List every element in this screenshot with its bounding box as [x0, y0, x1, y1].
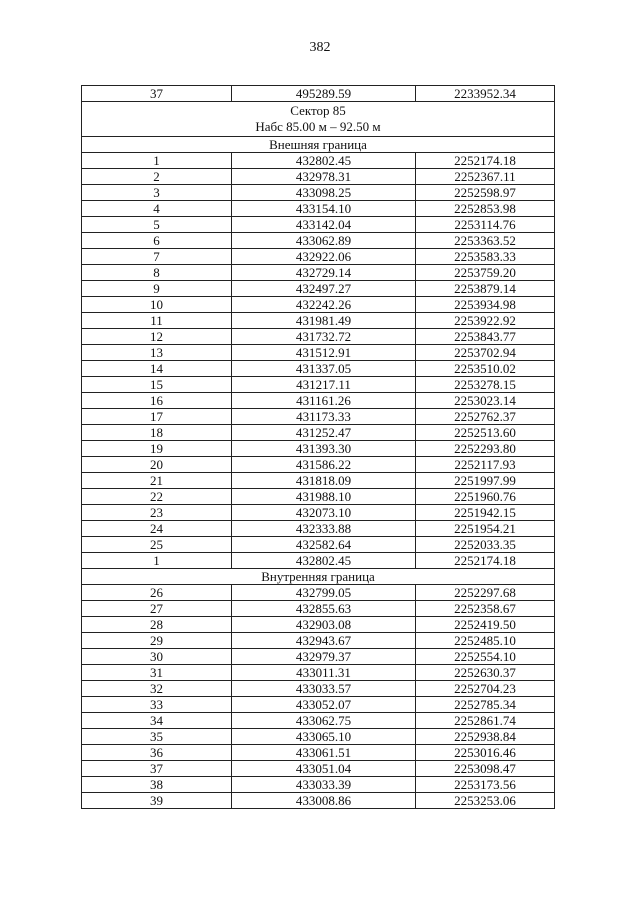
x-coordinate: 431586.22 — [232, 457, 416, 473]
point-number: 19 — [82, 441, 232, 457]
x-coordinate: 432729.14 — [232, 265, 416, 281]
outer-boundary-header-row — [82, 137, 555, 153]
y-coordinate: 2252938.84 — [416, 729, 555, 745]
x-coordinate: 432802.45 — [232, 153, 416, 169]
point-number: 7 — [82, 249, 232, 265]
y-coordinate: 2252174.18 — [416, 553, 555, 569]
table-row — [82, 361, 555, 377]
table-row — [82, 521, 555, 537]
point-number: 36 — [82, 745, 232, 761]
y-coordinate: 2253702.94 — [416, 345, 555, 361]
x-coordinate: 433098.25 — [232, 185, 416, 201]
x-coordinate: 432497.27 — [232, 281, 416, 297]
y-coordinate: 2251954.21 — [416, 521, 555, 537]
y-coordinate: 2233952.34 — [416, 86, 555, 102]
table-row — [82, 377, 555, 393]
x-coordinate: 431981.49 — [232, 313, 416, 329]
y-coordinate: 2251942.15 — [416, 505, 555, 521]
x-coordinate: 433033.39 — [232, 777, 416, 793]
x-coordinate: 433051.04 — [232, 761, 416, 777]
point-number: 39 — [82, 793, 232, 809]
point-number: 26 — [82, 585, 232, 601]
table-row — [82, 265, 555, 281]
table-row — [82, 329, 555, 345]
table-row — [82, 665, 555, 681]
y-coordinate: 2253843.77 — [416, 329, 555, 345]
table-row — [82, 185, 555, 201]
point-number: 13 — [82, 345, 232, 361]
point-number: 24 — [82, 521, 232, 537]
x-coordinate: 431161.26 — [232, 393, 416, 409]
outer-boundary-label: Внешняя граница — [82, 137, 555, 153]
point-number: 30 — [82, 649, 232, 665]
x-coordinate: 432242.26 — [232, 297, 416, 313]
x-coordinate: 432333.88 — [232, 521, 416, 537]
y-coordinate: 2253098.47 — [416, 761, 555, 777]
x-coordinate: 431337.05 — [232, 361, 416, 377]
point-number: 34 — [82, 713, 232, 729]
table-row — [82, 393, 555, 409]
point-number: 18 — [82, 425, 232, 441]
y-coordinate: 2252419.50 — [416, 617, 555, 633]
x-coordinate: 431393.30 — [232, 441, 416, 457]
point-number: 35 — [82, 729, 232, 745]
y-coordinate: 2253363.52 — [416, 233, 555, 249]
x-coordinate: 432943.67 — [232, 633, 416, 649]
x-coordinate: 432979.37 — [232, 649, 416, 665]
y-coordinate: 2253879.14 — [416, 281, 555, 297]
table-row — [82, 297, 555, 313]
sector-header-row — [82, 102, 555, 137]
table-row — [82, 617, 555, 633]
x-coordinate: 433062.89 — [232, 233, 416, 249]
x-coordinate: 432855.63 — [232, 601, 416, 617]
x-coordinate: 431512.91 — [232, 345, 416, 361]
x-coordinate: 432978.31 — [232, 169, 416, 185]
y-coordinate: 2253016.46 — [416, 745, 555, 761]
x-coordinate: 431818.09 — [232, 473, 416, 489]
x-coordinate: 432799.05 — [232, 585, 416, 601]
y-coordinate: 2252598.97 — [416, 185, 555, 201]
point-number: 2 — [82, 169, 232, 185]
y-coordinate: 2252704.23 — [416, 681, 555, 697]
table-row — [82, 729, 555, 745]
sector-header — [82, 102, 555, 137]
y-coordinate: 2252293.80 — [416, 441, 555, 457]
x-coordinate: 495289.59 — [232, 86, 416, 102]
inner-boundary-label: Внутренняя граница — [82, 569, 555, 585]
y-coordinate: 2253922.92 — [416, 313, 555, 329]
point-number: 1 — [82, 553, 232, 569]
point-number: 38 — [82, 777, 232, 793]
x-coordinate: 432582.64 — [232, 537, 416, 553]
y-coordinate: 2252358.67 — [416, 601, 555, 617]
point-number: 22 — [82, 489, 232, 505]
table-row — [82, 217, 555, 233]
point-number: 33 — [82, 697, 232, 713]
point-number: 20 — [82, 457, 232, 473]
y-coordinate: 2252117.93 — [416, 457, 555, 473]
point-number: 5 — [82, 217, 232, 233]
point-number: 32 — [82, 681, 232, 697]
y-coordinate: 2252297.68 — [416, 585, 555, 601]
x-coordinate: 432903.08 — [232, 617, 416, 633]
y-coordinate: 2252853.98 — [416, 201, 555, 217]
point-number: 8 — [82, 265, 232, 281]
table-row — [82, 745, 555, 761]
y-coordinate: 2253114.76 — [416, 217, 555, 233]
y-coordinate: 2252785.34 — [416, 697, 555, 713]
page-number: 382 — [309, 40, 331, 55]
x-coordinate: 433062.75 — [232, 713, 416, 729]
inner-boundary-header-row — [82, 569, 555, 585]
table-row — [82, 233, 555, 249]
table-row — [82, 425, 555, 441]
table-row — [82, 649, 555, 665]
table-row — [82, 313, 555, 329]
table-row — [82, 681, 555, 697]
y-coordinate: 2253253.06 — [416, 793, 555, 809]
table-row — [82, 201, 555, 217]
y-coordinate: 2253759.20 — [416, 265, 555, 281]
table-row — [82, 761, 555, 777]
point-number: 4 — [82, 201, 232, 217]
point-number: 31 — [82, 665, 232, 681]
point-number: 37 — [82, 761, 232, 777]
table-row — [82, 601, 555, 617]
sector-title: Сектор 85 — [290, 103, 346, 118]
y-coordinate: 2252485.10 — [416, 633, 555, 649]
x-coordinate: 433061.51 — [232, 745, 416, 761]
point-number: 29 — [82, 633, 232, 649]
table-row — [82, 553, 555, 569]
y-coordinate: 2252513.60 — [416, 425, 555, 441]
point-number: 10 — [82, 297, 232, 313]
table-row — [82, 86, 555, 102]
table-row — [82, 505, 555, 521]
table-row — [82, 473, 555, 489]
point-number: 3 — [82, 185, 232, 201]
table-row — [82, 537, 555, 553]
table-row — [82, 777, 555, 793]
x-coordinate: 431252.47 — [232, 425, 416, 441]
y-coordinate: 2253023.14 — [416, 393, 555, 409]
x-coordinate: 433033.57 — [232, 681, 416, 697]
point-number: 21 — [82, 473, 232, 489]
y-coordinate: 2252367.11 — [416, 169, 555, 185]
y-coordinate: 2251960.76 — [416, 489, 555, 505]
table-row — [82, 713, 555, 729]
table-row — [82, 153, 555, 169]
x-coordinate: 431217.11 — [232, 377, 416, 393]
point-number: 23 — [82, 505, 232, 521]
y-coordinate: 2251997.99 — [416, 473, 555, 489]
x-coordinate: 433008.86 — [232, 793, 416, 809]
y-coordinate: 2253278.15 — [416, 377, 555, 393]
table-row — [82, 281, 555, 297]
x-coordinate: 432802.45 — [232, 553, 416, 569]
table-row — [82, 633, 555, 649]
point-number: 14 — [82, 361, 232, 377]
y-coordinate: 2252762.37 — [416, 409, 555, 425]
table-row — [82, 249, 555, 265]
y-coordinate: 2252554.10 — [416, 649, 555, 665]
y-coordinate: 2252861.74 — [416, 713, 555, 729]
x-coordinate: 432073.10 — [232, 505, 416, 521]
table-row — [82, 441, 555, 457]
x-coordinate: 432922.06 — [232, 249, 416, 265]
table-row — [82, 345, 555, 361]
x-coordinate: 433154.10 — [232, 201, 416, 217]
point-number: 11 — [82, 313, 232, 329]
sector-height-range: Набс 85.00 м – 92.50 м — [255, 119, 381, 134]
y-coordinate: 2253583.33 — [416, 249, 555, 265]
point-number: 27 — [82, 601, 232, 617]
x-coordinate: 431732.72 — [232, 329, 416, 345]
x-coordinate: 431988.10 — [232, 489, 416, 505]
x-coordinate: 433052.07 — [232, 697, 416, 713]
y-coordinate: 2253510.02 — [416, 361, 555, 377]
table-row — [82, 793, 555, 809]
table-row — [82, 457, 555, 473]
coordinates-table — [81, 85, 555, 809]
point-number: 1 — [82, 153, 232, 169]
x-coordinate: 433065.10 — [232, 729, 416, 745]
x-coordinate: 433142.04 — [232, 217, 416, 233]
y-coordinate: 2253173.56 — [416, 777, 555, 793]
point-number: 37 — [82, 86, 232, 102]
point-number: 15 — [82, 377, 232, 393]
point-number: 6 — [82, 233, 232, 249]
x-coordinate: 433011.31 — [232, 665, 416, 681]
table-row — [82, 489, 555, 505]
table-row — [82, 409, 555, 425]
point-number: 16 — [82, 393, 232, 409]
table-row — [82, 697, 555, 713]
y-coordinate: 2253934.98 — [416, 297, 555, 313]
x-coordinate: 431173.33 — [232, 409, 416, 425]
point-number: 9 — [82, 281, 232, 297]
point-number: 12 — [82, 329, 232, 345]
point-number: 28 — [82, 617, 232, 633]
table-row — [82, 585, 555, 601]
table-row — [82, 169, 555, 185]
point-number: 17 — [82, 409, 232, 425]
point-number: 25 — [82, 537, 232, 553]
y-coordinate: 2252033.35 — [416, 537, 555, 553]
y-coordinate: 2252630.37 — [416, 665, 555, 681]
coordinates-table-body — [82, 86, 555, 809]
y-coordinate: 2252174.18 — [416, 153, 555, 169]
